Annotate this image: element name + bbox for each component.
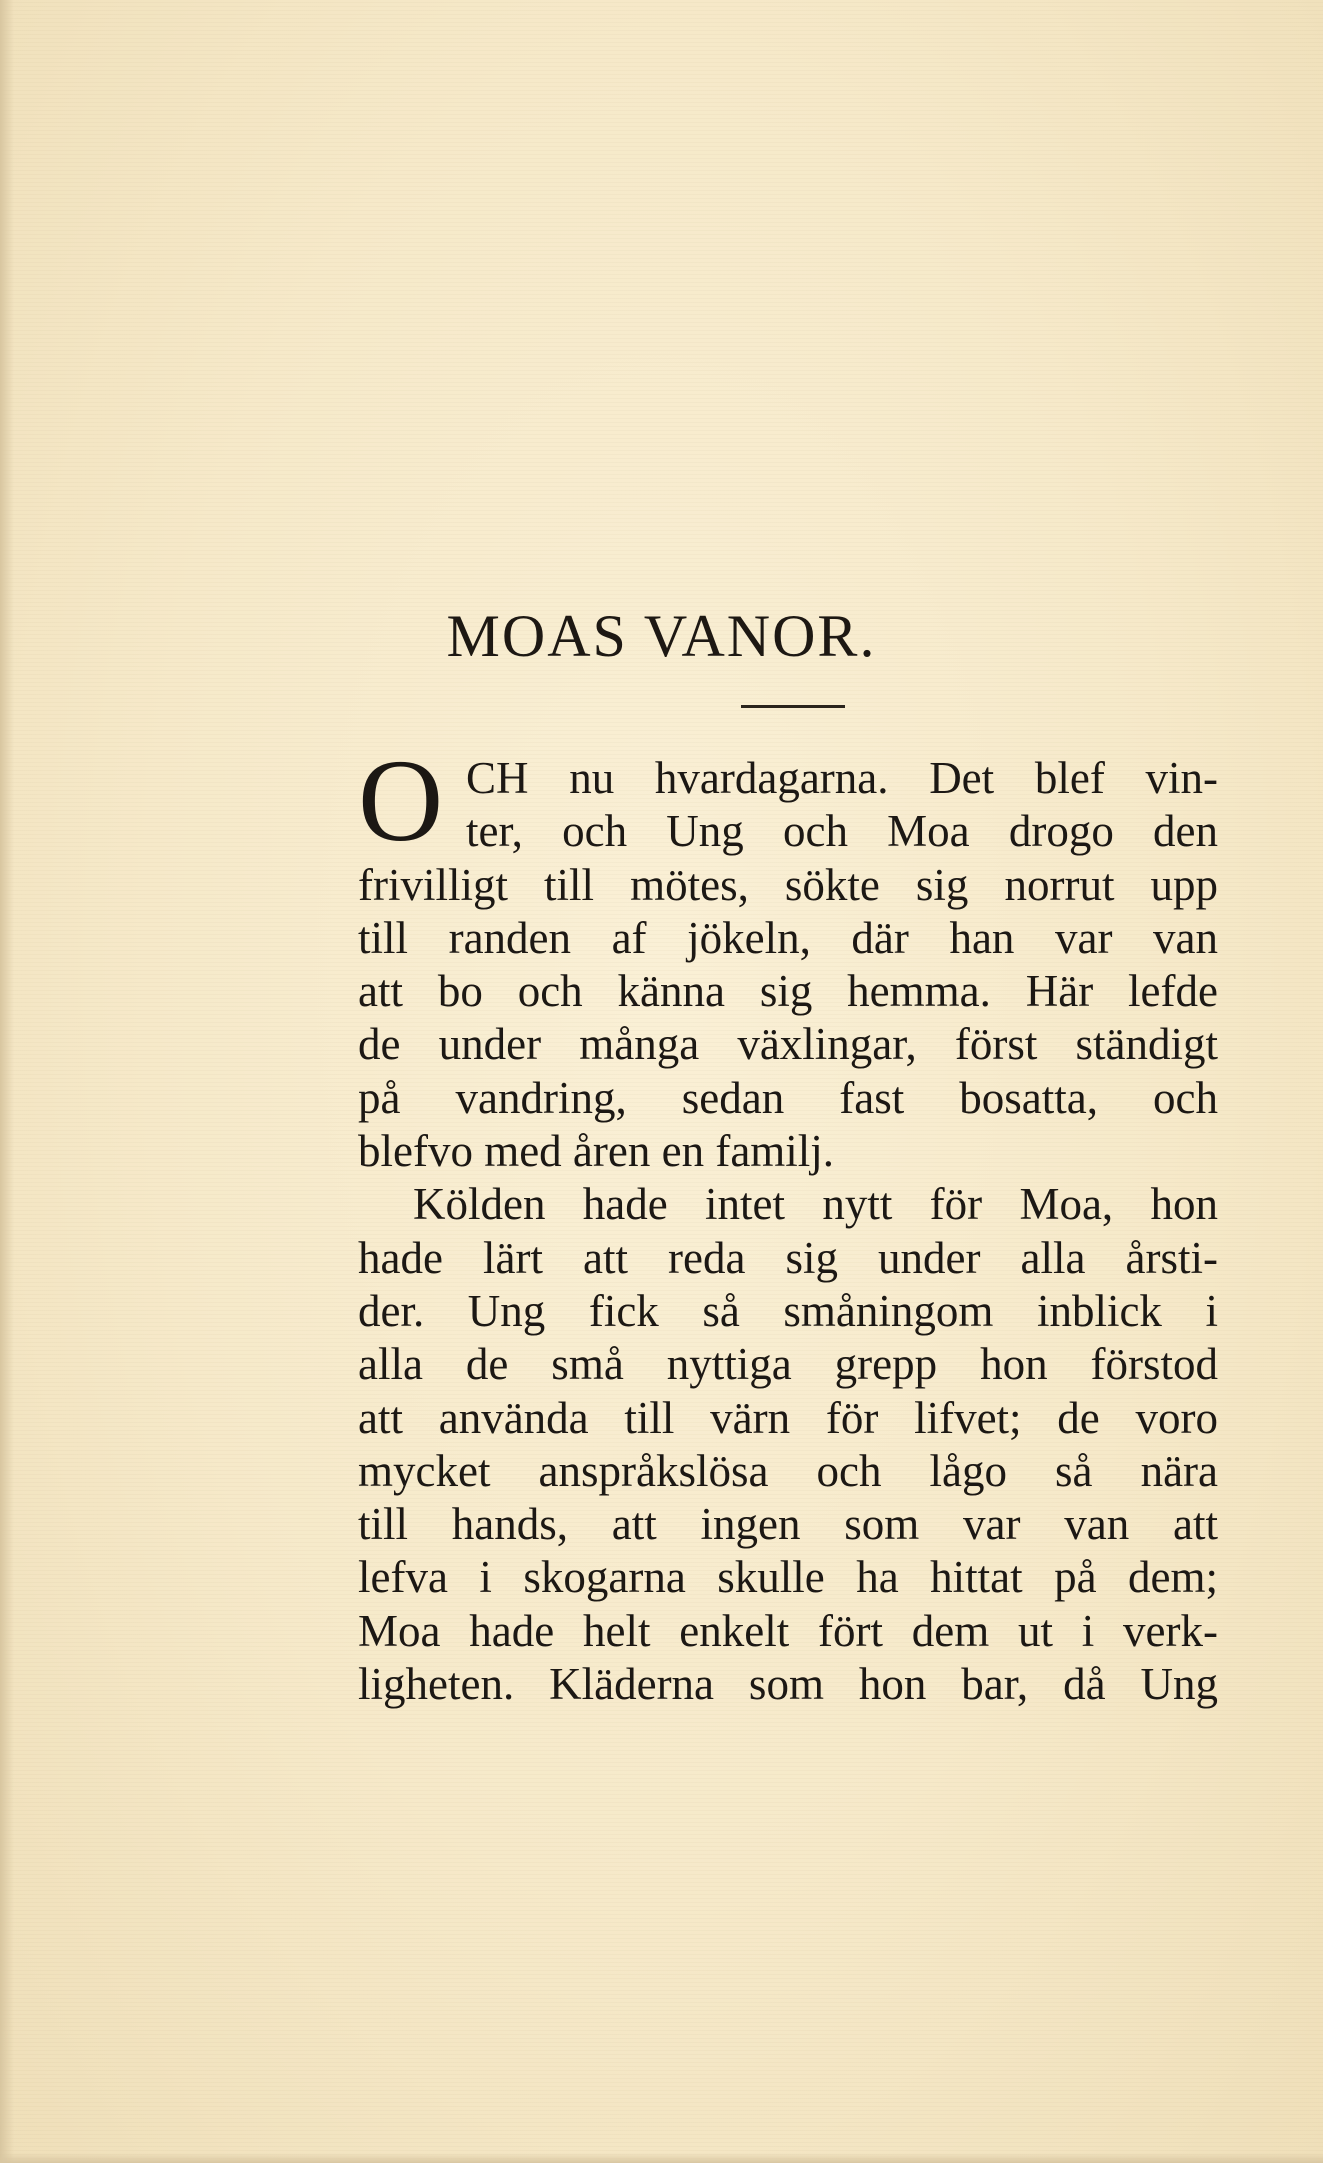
text-line: till randen af jökeln, där han var van	[358, 912, 1218, 963]
text-line: de under många växlingar, först ständigt	[358, 1019, 1218, 1070]
text-line: ter, och Ung och Moa drogo den	[466, 806, 1218, 857]
text-line: hade lärt att reda sig under alla årsti-	[358, 1232, 1218, 1283]
text-line: Moa hade helt enkelt fört dem ut i verk-	[358, 1605, 1218, 1656]
text-line: mycket anspråkslösa och lågo så nära	[358, 1445, 1218, 1496]
text-line: att använda till värn för lifvet; de voro	[358, 1392, 1218, 1443]
text-line: Kölden hade intet nytt för Moa, hon	[413, 1179, 1218, 1230]
text-line: lefva i skogarna skulle ha hittat på dem;	[358, 1552, 1218, 1603]
text-line: der. Ung fick så småningom inblick i	[358, 1285, 1218, 1336]
text-line: CH nu hvardagarna. Det blef vin-	[466, 753, 1218, 803]
page-edge-left	[0, 0, 14, 2163]
text-line: att bo och känna sig hemma. Här lefde	[358, 966, 1218, 1017]
text-line: frivilligt till mötes, sökte sig norrut upp	[358, 859, 1218, 910]
text-line: alla de små nyttiga grepp hon förstod	[358, 1339, 1218, 1390]
body-text	[358, 752, 1218, 1711]
text-line: ligheten. Kläderna som hon bar, då Ung	[358, 1659, 1218, 1710]
title-rule	[741, 705, 845, 708]
text-line: till hands, att ingen som var van att	[358, 1499, 1218, 1550]
text-line: blefvo med åren en familj.	[358, 1126, 835, 1177]
page-edge-bottom	[0, 2153, 1323, 2163]
text-line: på vandring, sedan fast bosatta, och	[358, 1072, 1218, 1123]
chapter-title: MOAS VANOR.	[446, 603, 877, 669]
drop-cap: O	[358, 735, 444, 866]
